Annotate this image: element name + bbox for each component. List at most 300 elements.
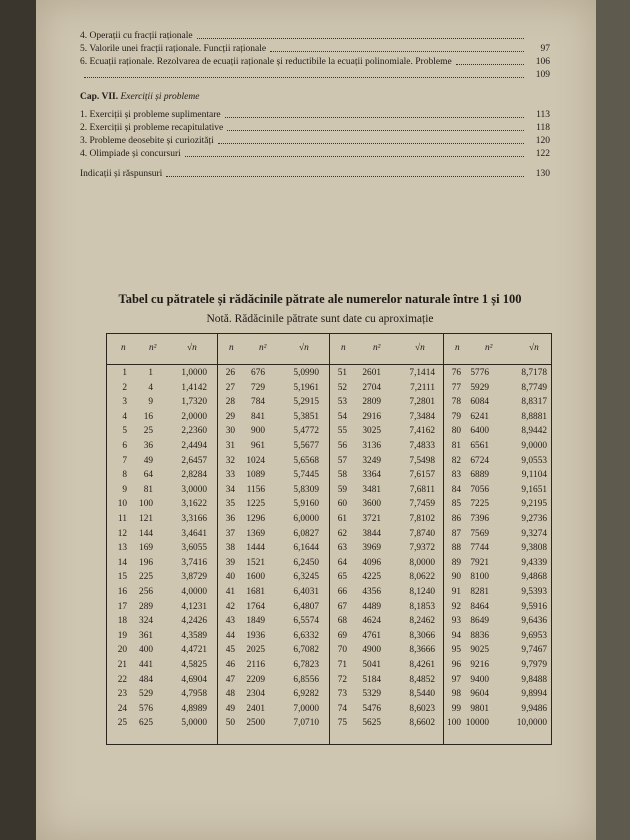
table-row: [107, 397, 551, 411]
cell-n: 86: [451, 514, 461, 524]
toc-entry: [80, 135, 550, 147]
cell-n-squared: 2601: [362, 368, 381, 378]
toc-entry-page: 120: [535, 136, 550, 146]
toc-entry-page: 113: [536, 110, 550, 120]
toc-entry: [80, 69, 550, 81]
cell-sqrt-n: 6,0000: [293, 514, 319, 524]
table-of-contents: [80, 30, 550, 181]
toc-dot-leader: [225, 116, 524, 118]
cell-n: 9: [122, 484, 127, 495]
cell-n: 54: [337, 411, 347, 422]
cell-n: 15: [117, 572, 127, 583]
table-row: [107, 689, 551, 703]
cell-n-squared: 1849: [246, 616, 265, 627]
cell-sqrt-n: 7,2111: [410, 382, 435, 393]
toc-entry: [80, 168, 550, 180]
cell-sqrt-n: 7,4162: [409, 426, 435, 437]
header-n: n: [229, 343, 234, 353]
cell-n-squared: 3600: [362, 499, 381, 510]
cell-n: 2: [122, 382, 127, 393]
cell-n: 5: [122, 426, 127, 437]
toc-entry: [80, 148, 550, 160]
cell-n: 74: [337, 703, 347, 714]
cell-n: 92: [451, 601, 461, 612]
cell-n-squared: 3969: [362, 543, 381, 554]
table-row: [107, 558, 551, 572]
toc-entry-page: 118: [536, 123, 550, 133]
cell-sqrt-n: 9,0000: [521, 441, 547, 451]
cell-n-squared: 289: [139, 601, 153, 612]
cell-sqrt-n: 2,2360: [181, 426, 207, 437]
cell-sqrt-n: 5,0000: [181, 718, 207, 729]
cell-sqrt-n: 7,0000: [293, 703, 319, 714]
header-sqrt-n: √n: [415, 343, 425, 353]
cell-sqrt-n: 9,8994: [521, 689, 547, 700]
header-sqrt-n: √n: [187, 343, 197, 353]
cell-sqrt-n: 6,7823: [293, 660, 319, 670]
cell-n: 88: [451, 543, 461, 554]
cell-n: 33: [225, 470, 235, 481]
toc-entry-page: 109: [535, 70, 550, 80]
cell-sqrt-n: 9,5916: [521, 601, 547, 612]
cell-n: 37: [225, 528, 235, 539]
cell-n-squared: 5625: [362, 718, 381, 729]
cell-sqrt-n: 8,7749: [521, 382, 547, 393]
cell-n: 25: [117, 718, 127, 729]
cell-sqrt-n: 8,3666: [409, 645, 435, 656]
cell-n: 52: [337, 382, 347, 393]
cell-sqrt-n: 5,4772: [293, 426, 319, 437]
cell-n-squared: 256: [139, 587, 153, 597]
header-n: n: [341, 343, 346, 353]
cell-n-squared: 3721: [362, 514, 381, 524]
cell-n: 57: [337, 455, 347, 466]
cell-n: 43: [225, 616, 235, 627]
cell-sqrt-n: 4,2426: [181, 616, 207, 627]
cell-n-squared: 625: [139, 718, 153, 729]
cell-n-squared: 6241: [470, 411, 489, 422]
cell-n-squared: 64: [143, 470, 153, 481]
header-n-squared: n²: [373, 343, 381, 353]
cell-n-squared: 576: [139, 703, 153, 714]
cell-n-squared: 324: [139, 616, 153, 627]
cell-sqrt-n: 7,8740: [409, 528, 435, 539]
cell-n: 40: [225, 572, 235, 583]
cell-n-squared: 961: [251, 441, 265, 451]
cell-sqrt-n: 6,2450: [293, 557, 319, 568]
table-row: [107, 470, 551, 484]
toc-entry-text: Indicații și răspunsuri: [80, 169, 163, 179]
cell-n-squared: 1: [148, 368, 153, 378]
cell-n: 65: [337, 572, 347, 583]
cell-sqrt-n: 4,7958: [181, 689, 207, 700]
cell-sqrt-n: 8,8881: [521, 411, 547, 422]
cell-n-squared: 6400: [470, 426, 489, 437]
cell-n-squared: 1296: [246, 514, 265, 524]
cell-n: 63: [337, 543, 347, 554]
cell-sqrt-n: 7,9372: [409, 543, 435, 554]
table-row: [107, 718, 551, 732]
cell-n-squared: 9801: [470, 703, 489, 714]
cell-n-squared: 529: [139, 689, 153, 700]
cell-n-squared: 729: [251, 382, 265, 393]
table-row: [107, 587, 551, 601]
cell-n-squared: 2401: [246, 703, 265, 714]
cell-n-squared: 1369: [246, 528, 265, 539]
cell-sqrt-n: 7,7459: [409, 499, 435, 510]
cell-sqrt-n: 1,4142: [181, 382, 207, 393]
toc-dot-leader: [166, 175, 524, 177]
cell-n-squared: 3364: [362, 470, 381, 481]
cell-n-squared: 2116: [246, 660, 265, 670]
cell-n: 84: [451, 484, 461, 495]
cell-n-squared: 1681: [246, 587, 265, 597]
cell-n-squared: 2809: [362, 397, 381, 408]
table-row: [107, 499, 551, 513]
toc-dot-leader: [227, 129, 524, 131]
cell-n: 64: [337, 557, 347, 568]
table-note: Notă. Rădăcinile pătrate sunt date cu aproximație: [206, 313, 434, 325]
cell-n-squared: 2916: [362, 411, 381, 422]
cell-sqrt-n: 3,3166: [181, 514, 207, 524]
header-sqrt-n: √n: [529, 343, 539, 353]
table-row: [107, 631, 551, 645]
cell-n-squared: 9025: [470, 645, 489, 656]
cell-n: 79: [451, 411, 461, 422]
cell-n: 78: [451, 397, 461, 408]
cell-sqrt-n: 9,2736: [521, 514, 547, 524]
cell-n: 61: [337, 514, 347, 524]
cell-n-squared: 7921: [470, 557, 489, 568]
toc-entry-text: 6. Ecuații raționale. Rezolvarea de ecuații raționale și reductibile la ecuații polinomiale. Probleme: [80, 57, 452, 67]
chapter-heading: [80, 91, 550, 103]
cell-sqrt-n: 7,3484: [409, 411, 435, 422]
cell-sqrt-n: 2,0000: [181, 411, 207, 422]
cell-n-squared: 6724: [470, 455, 489, 466]
cell-n: 100: [447, 718, 461, 729]
cell-n: 89: [451, 557, 461, 568]
toc-dot-leader: [84, 76, 524, 78]
table-row: [107, 616, 551, 630]
cell-n: 59: [337, 484, 347, 495]
cell-n: 21: [117, 660, 127, 670]
cell-sqrt-n: 5,7445: [293, 470, 319, 481]
cell-n: 3: [122, 397, 127, 408]
toc-dot-leader: [270, 50, 524, 52]
cell-n: 60: [337, 499, 347, 510]
cell-sqrt-n: 7,4833: [409, 441, 435, 451]
cell-sqrt-n: 4,6904: [181, 674, 207, 685]
cell-n: 70: [337, 645, 347, 656]
cell-n: 38: [225, 543, 235, 554]
cell-n: 34: [225, 484, 235, 495]
table-row: [107, 412, 551, 426]
cell-n: 69: [337, 630, 347, 641]
cell-n-squared: 1936: [246, 630, 265, 641]
cell-sqrt-n: 3,8729: [181, 572, 207, 583]
toc-dot-leader: [197, 37, 524, 39]
cell-n: 62: [337, 528, 347, 539]
cell-n: 30: [225, 426, 235, 437]
cell-n-squared: 441: [139, 660, 153, 670]
table-row: [107, 660, 551, 674]
cell-n-squared: 400: [139, 645, 153, 656]
table-title: Tabel cu pătratele și rădăcinile pătrate ale numerelor naturale între 1 și 100: [118, 292, 522, 306]
cell-n: 22: [117, 674, 127, 685]
table-row: [107, 456, 551, 470]
cell-n: 46: [225, 660, 235, 670]
header-n: n: [455, 343, 460, 353]
cell-n-squared: 3844: [362, 528, 381, 539]
cell-n-squared: 4489: [362, 601, 381, 612]
cell-n: 85: [451, 499, 461, 510]
cell-n: 24: [117, 703, 127, 714]
cell-n: 90: [451, 572, 461, 583]
cell-n: 72: [337, 674, 347, 685]
cell-n-squared: 784: [251, 397, 265, 408]
cell-n-squared: 3025: [362, 426, 381, 437]
cell-n: 26: [225, 368, 235, 378]
cell-sqrt-n: 5,5677: [293, 441, 319, 451]
cell-sqrt-n: 2,6457: [181, 455, 207, 466]
cell-n-squared: 7744: [470, 543, 489, 554]
cell-n: 7: [122, 455, 127, 466]
cell-n: 75: [337, 718, 347, 729]
cell-sqrt-n: 5,9160: [293, 499, 319, 510]
cell-n-squared: 5329: [362, 689, 381, 700]
cell-n-squared: 5041: [362, 660, 381, 670]
cell-n: 98: [451, 689, 461, 700]
cell-n: 49: [225, 703, 235, 714]
cell-n: 18: [117, 616, 127, 627]
cell-n: 91: [451, 587, 461, 597]
cell-n: 17: [117, 601, 127, 612]
cell-n-squared: 8649: [470, 616, 489, 627]
cell-sqrt-n: 9,2195: [521, 499, 547, 510]
cell-n-squared: 9400: [470, 674, 489, 685]
table-row: [107, 704, 551, 718]
cell-n: 56: [337, 441, 347, 451]
cell-sqrt-n: 9,1104: [521, 470, 547, 481]
cell-sqrt-n: 8,2462: [409, 616, 435, 627]
cell-n-squared: 9: [148, 397, 153, 408]
table-row: [107, 602, 551, 616]
table-row: [107, 543, 551, 557]
toc-dot-leader: [185, 155, 524, 157]
toc-dot-leader: [218, 142, 524, 144]
cell-sqrt-n: 6,3245: [293, 572, 319, 583]
cell-n: 27: [225, 382, 235, 393]
cell-sqrt-n: 1,0000: [181, 368, 207, 378]
cell-n-squared: 1089: [246, 470, 265, 481]
cell-n-squared: 2209: [246, 674, 265, 685]
toc-entry: [80, 122, 550, 134]
toc-dot-leader: [456, 63, 524, 65]
header-n: n: [121, 343, 126, 353]
cell-n: 51: [337, 368, 347, 378]
header-n-squared: n²: [259, 343, 267, 353]
cell-sqrt-n: 6,9282: [293, 689, 319, 700]
toc-entry: [80, 56, 550, 68]
cell-n-squared: 5929: [470, 382, 489, 393]
cell-sqrt-n: 6,5574: [293, 616, 319, 627]
cell-sqrt-n: 8,1853: [409, 601, 435, 612]
cell-sqrt-n: 9,4868: [521, 572, 547, 583]
cell-sqrt-n: 5,1961: [293, 382, 319, 393]
cell-sqrt-n: 5,3851: [293, 411, 319, 422]
cell-n: 35: [225, 499, 235, 510]
cell-sqrt-n: 9,3274: [521, 528, 547, 539]
cell-sqrt-n: 7,0710: [293, 718, 319, 729]
cell-n: 39: [225, 557, 235, 568]
table-row: [107, 426, 551, 440]
cell-sqrt-n: 6,4031: [293, 587, 319, 597]
cell-n: 20: [117, 645, 127, 656]
cell-n: 83: [451, 470, 461, 481]
cell-n-squared: 4900: [362, 645, 381, 656]
cell-n: 58: [337, 470, 347, 481]
cell-n: 14: [117, 557, 127, 568]
cell-n-squared: 100: [139, 499, 153, 510]
cell-n: 67: [337, 601, 347, 612]
cell-sqrt-n: 4,3589: [181, 630, 207, 641]
header-n-squared: n²: [149, 343, 157, 353]
cell-n-squared: 25: [143, 426, 153, 437]
cell-n-squared: 1156: [246, 484, 265, 495]
cell-sqrt-n: 6,7082: [293, 645, 319, 656]
cell-n-squared: 225: [139, 572, 153, 583]
cell-sqrt-n: 9,4339: [521, 557, 547, 568]
cell-sqrt-n: 7,1414: [409, 368, 435, 378]
cell-sqrt-n: 9,8488: [521, 674, 547, 685]
cell-sqrt-n: 9,6436: [521, 616, 547, 627]
cell-n: 44: [225, 630, 235, 641]
cell-n: 36: [225, 514, 235, 524]
header-n-squared: n²: [485, 343, 493, 353]
cell-sqrt-n: 9,7979: [521, 660, 547, 670]
cell-sqrt-n: 4,1231: [181, 601, 207, 612]
cell-n-squared: 196: [139, 557, 153, 568]
cell-n-squared: 3136: [362, 441, 381, 451]
cell-n: 16: [117, 587, 127, 597]
cell-n-squared: 4225: [362, 572, 381, 583]
cell-sqrt-n: 3,4641: [181, 528, 207, 539]
cell-sqrt-n: 8,5440: [409, 689, 435, 700]
book-spine-shadow: [0, 0, 36, 840]
toc-entry-text: 5. Valorile unei fracții raționale. Funcții raționale: [80, 44, 267, 54]
cell-n-squared: 121: [139, 514, 153, 524]
cell-n-squared: 144: [139, 528, 153, 539]
cell-n-squared: 7396: [470, 514, 489, 524]
toc-entry-page: 122: [535, 149, 550, 159]
table-row: [107, 441, 551, 455]
toc-entry-text: 1. Exerciții și probleme suplimentare: [80, 110, 221, 120]
cell-n-squared: 4761: [362, 630, 381, 641]
cell-n: 66: [337, 587, 347, 597]
cell-n-squared: 9604: [470, 689, 489, 700]
cell-n-squared: 4096: [362, 557, 381, 568]
cell-n-squared: 16: [143, 411, 153, 422]
cell-sqrt-n: 6,0827: [293, 528, 319, 539]
cell-n-squared: 2704: [362, 382, 381, 393]
cell-n-squared: 8464: [470, 601, 489, 612]
cell-n-squared: 8836: [470, 630, 489, 641]
cell-n: 6: [122, 441, 127, 451]
cell-sqrt-n: 6,4807: [293, 601, 319, 612]
cell-n: 10: [117, 499, 127, 510]
cell-n-squared: 4624: [362, 616, 381, 627]
cell-n: 55: [337, 426, 347, 437]
cell-n: 4: [122, 411, 127, 422]
cell-n: 29: [225, 411, 235, 422]
cell-n-squared: 6561: [470, 441, 489, 451]
cell-sqrt-n: 8,6602: [409, 718, 435, 729]
cell-n: 42: [225, 601, 235, 612]
cell-n-squared: 8100: [470, 572, 489, 583]
cell-sqrt-n: 9,6953: [521, 630, 547, 641]
cell-sqrt-n: 4,8989: [181, 703, 207, 714]
cell-sqrt-n: 9,5393: [521, 587, 547, 597]
cell-n: 73: [337, 689, 347, 700]
cell-sqrt-n: 9,7467: [521, 645, 547, 656]
cell-sqrt-n: 8,4261: [409, 660, 435, 670]
squares-roots-table: [106, 333, 552, 745]
toc-entry-text: 3. Probleme deosebite și curiozități: [80, 136, 214, 146]
cell-n-squared: 10000: [465, 718, 489, 729]
cell-sqrt-n: 4,0000: [181, 587, 207, 597]
cell-n: 93: [451, 616, 461, 627]
cell-sqrt-n: 4,4721: [181, 645, 207, 656]
toc-entry: [80, 43, 550, 55]
table-row: [107, 485, 551, 499]
cell-sqrt-n: 8,3066: [409, 630, 435, 641]
cell-sqrt-n: 2,8284: [181, 470, 207, 481]
cell-n-squared: 3249: [362, 455, 381, 466]
cell-n: 68: [337, 616, 347, 627]
cell-sqrt-n: 8,1240: [409, 587, 435, 597]
cell-n: 11: [118, 514, 127, 524]
chapter-prefix: Cap. VII.: [80, 92, 119, 102]
cell-n-squared: 5476: [362, 703, 381, 714]
cell-n-squared: 676: [251, 368, 265, 378]
cell-n-squared: 1764: [246, 601, 265, 612]
cell-sqrt-n: 6,8556: [293, 674, 319, 685]
cell-n-squared: 484: [139, 674, 153, 685]
table-row: [107, 572, 551, 586]
cell-n: 41: [225, 587, 235, 597]
cell-sqrt-n: 3,0000: [181, 484, 207, 495]
cell-sqrt-n: 9,3808: [521, 543, 547, 554]
toc-entry: [80, 30, 550, 42]
toc-entry-text: 4. Olimpiade și concursuri: [80, 149, 181, 159]
cell-n-squared: 8281: [470, 587, 489, 597]
cell-sqrt-n: 3,1622: [181, 499, 207, 510]
cell-n-squared: 5184: [362, 674, 381, 685]
cell-n-squared: 1024: [246, 455, 265, 466]
cell-n-squared: 2304: [246, 689, 265, 700]
cell-sqrt-n: 7,6157: [409, 470, 435, 481]
cell-n: 77: [451, 382, 461, 393]
cell-sqrt-n: 10,0000: [516, 718, 547, 729]
cell-n: 81: [451, 441, 461, 451]
cell-n-squared: 36: [143, 441, 153, 451]
cell-n: 94: [451, 630, 461, 641]
cell-n-squared: 6084: [470, 397, 489, 408]
cell-sqrt-n: 8,8317: [521, 397, 547, 408]
toc-entry-page: 106: [535, 57, 550, 67]
cell-sqrt-n: 5,6568: [293, 455, 319, 466]
table-row: [107, 383, 551, 397]
